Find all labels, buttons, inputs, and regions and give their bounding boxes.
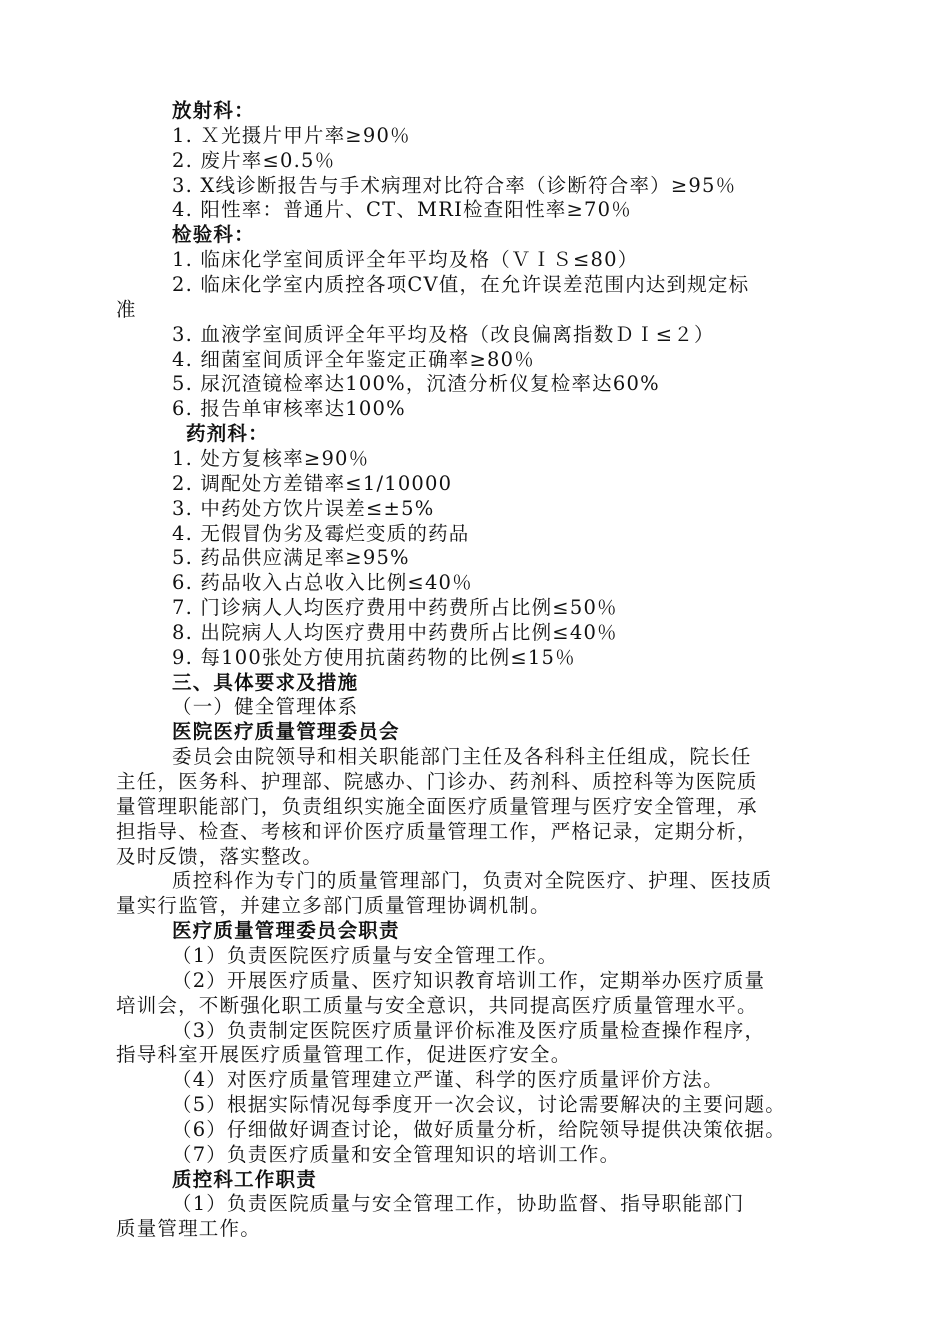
text-line: 6. 报告单审核率达100%	[172, 397, 406, 421]
text-line: 5. 药品供应满足率≥95%	[172, 546, 410, 570]
text-line: 1. 临床化学室间质评全年平均及格（ＶＩＳ≤80）	[172, 248, 639, 272]
text-line: （3）负责制定医院医疗质量评价标准及医疗质量检查操作程序，	[172, 1018, 766, 1042]
section-heading: 检验科：	[172, 223, 255, 247]
text-line: 2. 废片率≤0.5％	[172, 148, 336, 172]
text-line: 担指导、检查、考核和评价医疗质量管理工作，严格记录，定期分析，	[116, 819, 758, 843]
text-line: 7. 门诊病人人均医疗费用中药费所占比例≤50％	[172, 596, 618, 619]
text-line: 4. 阳性率：普通片、CT、MRI检查阳性率≥70％	[172, 198, 632, 222]
text-line: 4. 细菌室间质评全年鉴定正确率≥80％	[172, 347, 535, 371]
text-line: 主任，医务科、护理部、院感办、门诊办、药剂科、质控科等为医院质	[116, 770, 758, 793]
text-line: 3. 血液学室间质评全年平均及格（改良偏离指数ＤＩ≤２）	[172, 322, 715, 346]
section-heading: 医疗质量管理委员会职责	[172, 919, 400, 943]
section-heading: 放射科：	[172, 99, 255, 122]
text-line: （6）仔细做好调查讨论，做好质量分析，给院领导提供决策依据。	[172, 1117, 786, 1141]
text-line: 6. 药品收入占总收入比例≤40％	[172, 571, 473, 595]
text-line: 委员会由院领导和相关职能部门主任及各科科主任组成，院长任	[172, 745, 752, 769]
text-line: 准	[116, 297, 137, 321]
text-line: （7）负责医疗质量和安全管理知识的培训工作。	[172, 1142, 621, 1166]
text-line: （4）对医疗质量管理建立严谨、科学的医疗质量评价方法。	[172, 1068, 724, 1092]
text-line: （1）负责医院质量与安全管理工作，协助监督、指导职能部门	[172, 1192, 745, 1216]
text-line: （2）开展医疗质量、医疗知识教育培训工作，定期举办医疗质量	[172, 968, 766, 992]
text-line: 及时反馈，落实整改。	[116, 844, 324, 868]
text-line: 1. 处方复核率≥90％	[172, 446, 370, 470]
text-line: 量管理职能部门，负责组织实施全面医疗质量管理与医疗安全管理，承	[116, 794, 758, 818]
text-line: 质控科作为专门的质量管理部门，负责对全院医疗、护理、医技质	[172, 869, 773, 893]
text-line: 2. 调配处方差错率≤1/10000	[172, 471, 453, 495]
text-line: 培训会，不断强化职工质量与安全意识，共同提高医疗质量管理水平。	[116, 993, 758, 1017]
text-line: 8. 出院病人人均医疗费用中药费所占比例≤40％	[172, 620, 618, 644]
section-heading: 三、具体要求及措施	[172, 670, 359, 694]
section-heading: 质控科工作职责	[172, 1167, 317, 1191]
text-line: （一）健全管理体系	[172, 695, 359, 719]
text-line: 量实行监管，并建立多部门质量管理协调机制。	[116, 894, 551, 918]
text-line: 9. 每100张处方使用抗菌药物的比例≤15％	[172, 645, 576, 669]
section-heading: 医院医疗质量管理委员会	[172, 720, 400, 744]
text-line: 4. 无假冒伪劣及霉烂变质的药品	[172, 521, 470, 545]
text-line: （5）根据实际情况每季度开一次会议，讨论需要解决的主要问题。	[172, 1093, 786, 1116]
text-line: 质量管理工作。	[116, 1217, 261, 1241]
text-line: 3. X线诊断报告与手术病理对比符合率（诊断符合率）≥95％	[172, 173, 737, 197]
text-line: 1. Ｘ光摄片甲片率≥90％	[172, 123, 411, 147]
text-line: 5. 尿沉渣镜检率达100%，沉渣分析仪复检率达60%	[172, 372, 660, 396]
text-line: 指导科室开展医疗质量管理工作，促进医疗安全。	[116, 1043, 572, 1067]
text-line: （1）负责医院医疗质量与安全管理工作。	[172, 943, 559, 967]
text-line: 2. 临床化学室内质控各项CV值，在允许误差范围内达到规定标	[172, 273, 750, 296]
text-line: 3. 中药处方饮片误差≤±5%	[172, 496, 435, 520]
section-heading: 药剂科：	[186, 422, 269, 446]
